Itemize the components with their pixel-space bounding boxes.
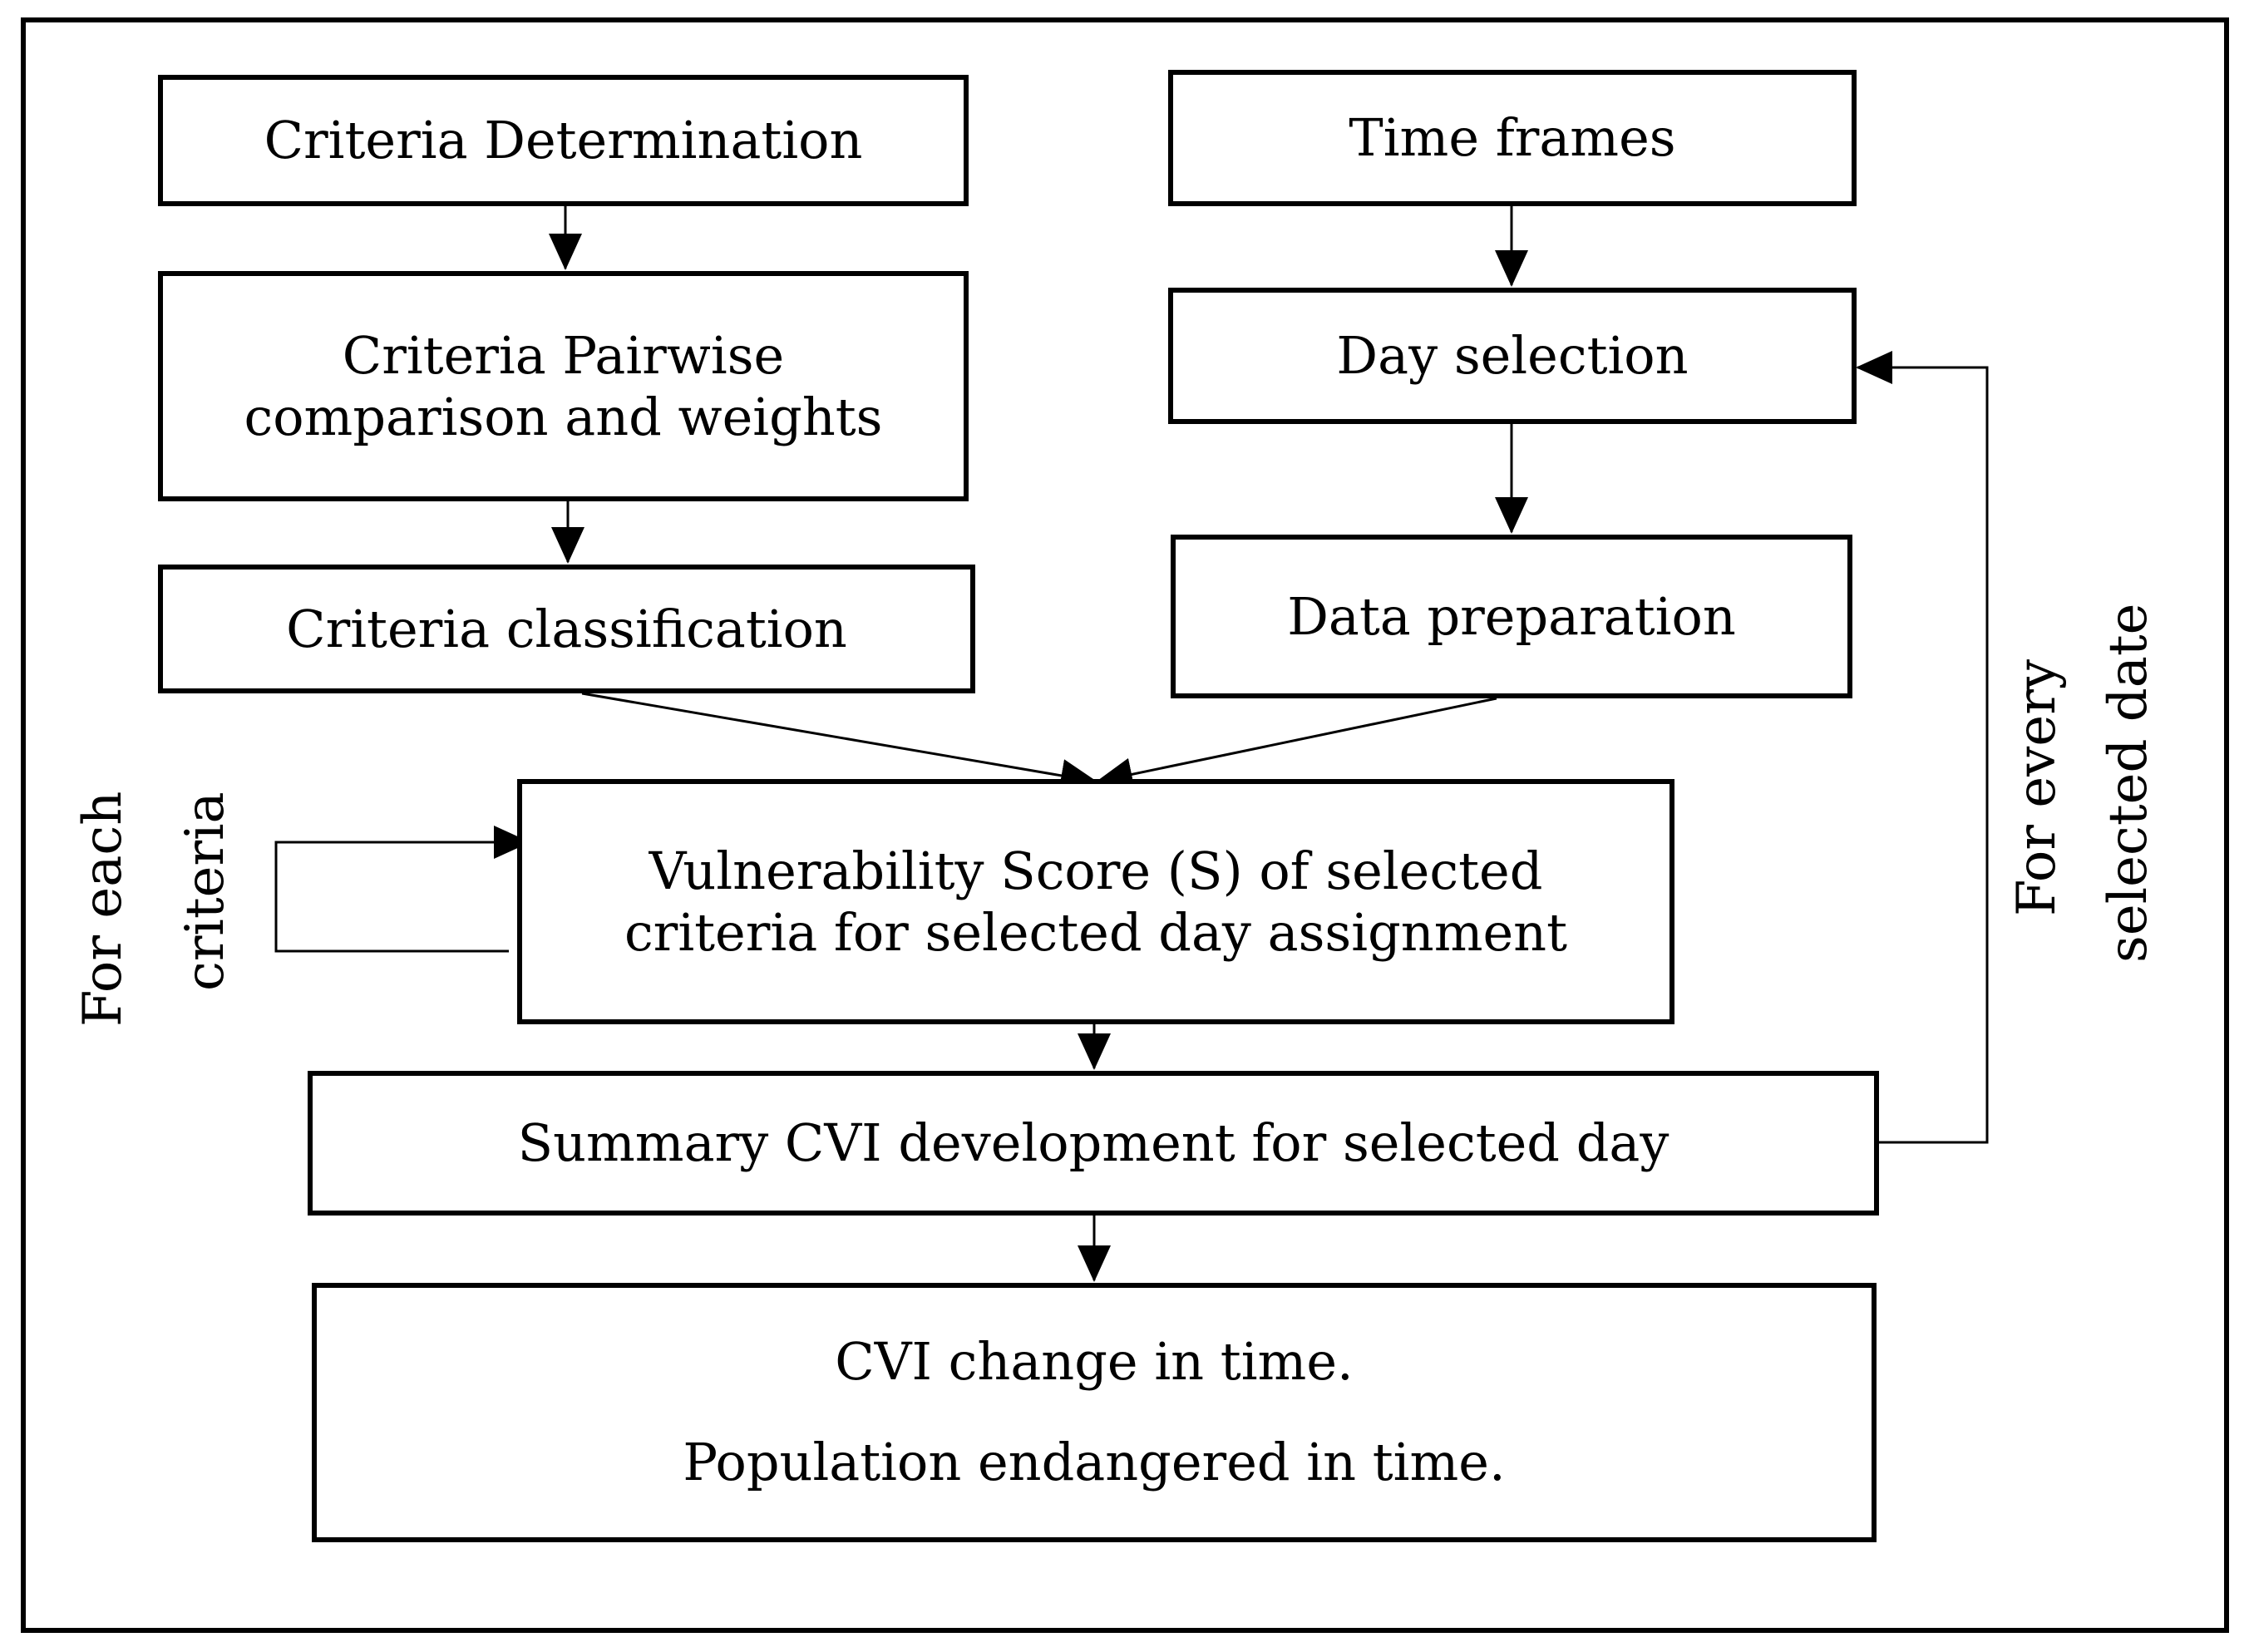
arrow-classification-to-vulnerability — [582, 693, 1096, 782]
day-selection-box — [1168, 288, 1857, 424]
cvi-change-box — [312, 1283, 1877, 1542]
vulnerability-score-label-line1: Vulnerability Score (S) of selected — [649, 841, 1543, 902]
criteria-classification-label: Criteria classification — [286, 598, 847, 659]
arrow-datapreparation-to-vulnerability — [1097, 698, 1497, 782]
loop-for-every-selected-date — [1857, 367, 1987, 1142]
criteria-pairwise-label-line1: Criteria Pairwise — [342, 325, 785, 387]
cvi-change-label-line2: Population endangered in time. — [683, 1432, 1506, 1492]
cvi-change-label-line1: CVI change in time. — [835, 1331, 1354, 1393]
loop-for-each-criteria — [276, 842, 529, 951]
criteria-classification-box — [158, 565, 975, 693]
data-preparation-box — [1171, 535, 1852, 698]
vulnerability-score-label-line2: criteria for selected day assignment — [624, 901, 1568, 963]
vulnerability-score-box — [517, 779, 1674, 1024]
for-every-label-line2: selected date — [2098, 603, 2159, 963]
criteria-pairwise-label-line2: comparison and weights — [244, 386, 883, 447]
time-frames-box — [1168, 70, 1857, 206]
summary-cvi-label: Summary CVI development for selected day — [517, 1112, 1669, 1174]
for-each-label-line1: For each — [72, 791, 134, 1027]
time-frames-label: Time frames — [1349, 107, 1676, 169]
for-every-label-line1: For every — [2006, 658, 2068, 916]
for-each-label-line2: criteria — [175, 791, 236, 991]
criteria-determination-label: Criteria Determination — [264, 110, 863, 171]
criteria-pairwise-box — [158, 271, 969, 501]
criteria-determination-box — [158, 75, 969, 206]
day-selection-label: Day selection — [1336, 325, 1689, 387]
summary-cvi-box — [308, 1071, 1879, 1216]
data-preparation-label: Data preparation — [1287, 585, 1736, 647]
